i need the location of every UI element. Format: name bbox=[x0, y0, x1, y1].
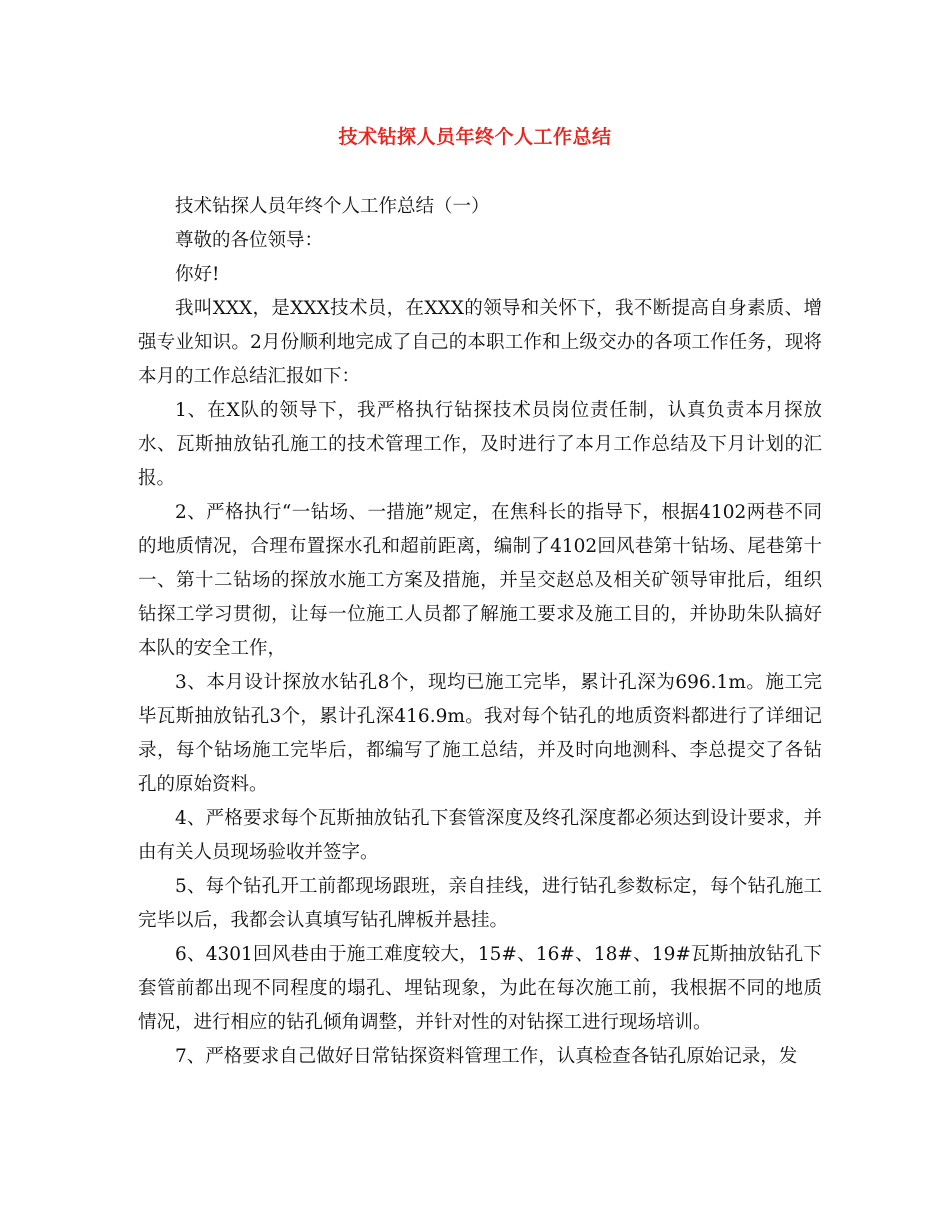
paragraph-item-3: 3、本月设计探放水钻孔8个，现均已施工完毕，累计孔深为696.1m。施工完毕瓦斯抽放钻孔3个，累计孔深416.9m。我对每个钻孔的地质资料都进行了详细记录，每个钻场施工完毕后，都编写了施工总结，并及时向地测科、李总提交了各钻孔的原始资料。 bbox=[138, 672, 822, 795]
paragraph-item-2: 2、严格执行“一钻场、一措施”规定，在焦科长的指导下，根据4102两巷不同的地质情况，合理布置探水孔和超前距离，编制了4102回风巷第十钻场、尾巷第十一、第十二钻场的探放水施工方案及措施，并呈交赵总及相关矿领导审批后，组织钻探工学习贯彻，让每一位施工人员都了解施工要求及施工目的，并协助朱队搞好本队的安全工作， bbox=[138, 502, 822, 659]
paragraph-item-1: 1、在X队的领导下，我严格执行钻探技术员岗位责任制，认真负责本月探放水、瓦斯抽放钻孔施工的技术管理工作，及时进行了本月工作总结及下月计划的汇报。 bbox=[138, 400, 822, 489]
paragraph-greeting: 你好! bbox=[175, 264, 220, 285]
paragraph-item-6: 6、4301回风巷由于施工难度较大，15#、16#、18#、19#瓦斯抽放钻孔下套管前都出现不同程度的塌孔、埋钻现象，为此在每次施工前，我根据不同的地质情况，进行相应的钻孔倾角调整，并针对性的对钻探工进行现场培训。 bbox=[138, 944, 822, 1033]
paragraph-intro: 我叫XXX，是XXX技术员，在XXX的领导和关怀下，我不断提高自身素质、增强专业知识。2月份顺利地完成了自己的本职工作和上级交办的各项工作任务，现将本月的工作总结汇报如下： bbox=[138, 298, 822, 387]
paragraph-subtitle: 技术钻探人员年终个人工作总结（一） bbox=[175, 196, 490, 217]
document-body bbox=[138, 190, 822, 1074]
paragraph-item-5: 5、每个钻孔开工前都现场跟班，亲自挂线，进行钻孔参数标定，每个钻孔施工完毕以后，我都会认真填写钻孔牌板并悬挂。 bbox=[138, 876, 822, 931]
paragraph-salutation: 尊敬的各位领导： bbox=[175, 230, 324, 251]
paragraph-item-4: 4、严格要求每个瓦斯抽放钻孔下套管深度及终孔深度都必须达到设计要求，并由有关人员现场验收并签字。 bbox=[138, 808, 822, 863]
paragraph-item-7: 7、严格要求自己做好日常钻探资料管理工作，认真检查各钻孔原始记录，发 bbox=[175, 1046, 798, 1067]
document-title: 技术钻探人员年终个人工作总结 bbox=[338, 126, 612, 148]
